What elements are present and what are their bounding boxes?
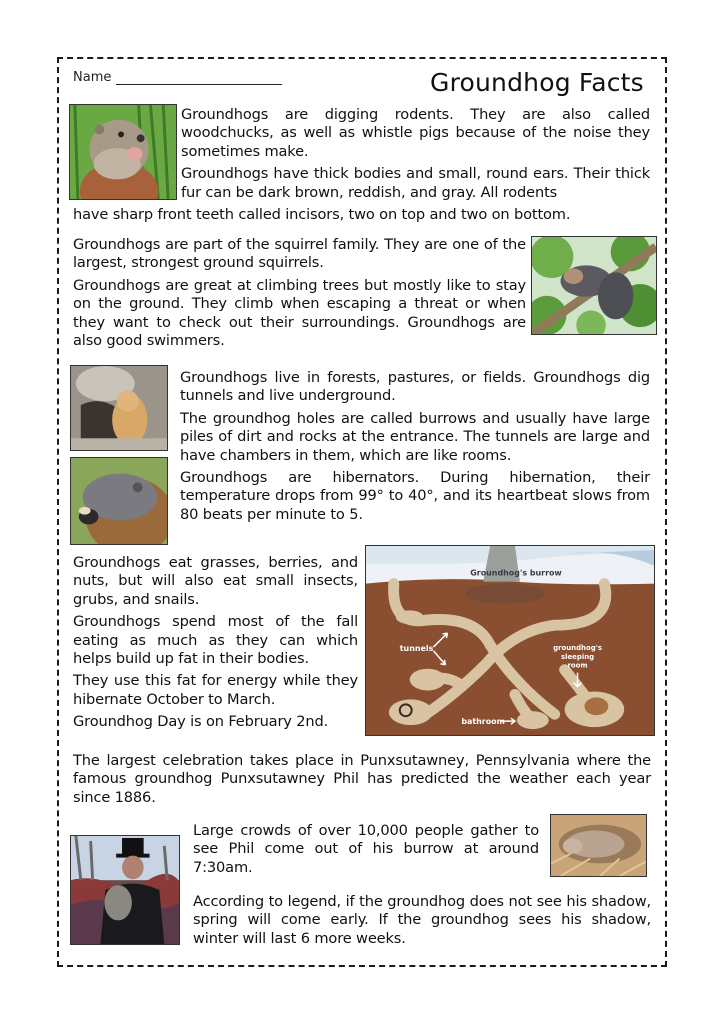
paragraph: They use this fat for energy while they hibernate October to March. (73, 672, 358, 708)
crowds-text-block (193, 822, 539, 881)
paragraph: The largest celebration takes place in Punxsutawney, Pennsylvania where the famous groundhog Punxsutawney Phil has predicted the weather each year since 1886. (73, 752, 651, 806)
name-label: Name (73, 70, 112, 85)
name-write-line[interactable] (116, 84, 282, 85)
paragraph: Groundhogs are digging rodents. They are also called woodchucks, as well as whistle pigs because of the noise they sometimes make. (181, 106, 650, 160)
diagram-label-tunnels: tunnels (399, 643, 434, 653)
paragraph: Large crowds of over 10,000 people gather to see Phil come out of his burrow at around 7:30am. (193, 822, 539, 876)
diet-text-block (73, 554, 358, 736)
intro-text-block (181, 106, 650, 202)
paragraph: have sharp front teeth called incisors, two on top and two on bottom. (73, 206, 571, 223)
paragraph: According to legend, if the groundhog does not see his shadow, spring will come early. If the groundhog sees his shadow, winter will last 6 more weeks. (193, 893, 651, 947)
paragraph: Groundhogs are part of the squirrel family. They are one of the largest, strongest ground squirrels. (73, 236, 526, 272)
diagram-label-burrow: Groundhog's burrow (470, 568, 562, 578)
paragraph: Groundhogs have thick bodies and small, round ears. Their thick fur can be dark brown, reddish, and gray. All rodents (181, 165, 650, 201)
paragraph: Groundhogs are hibernators. During hibernation, their temperature drops from 99° to 40°, and its heartbeat slows from 80 beats per minute to 5. (180, 469, 650, 523)
paragraph: Groundhogs spend most of the fall eating as much as they can which helps build up fat in their bodies. (73, 613, 358, 668)
groundhog-in-tree-photo (531, 236, 657, 335)
burrow-diagram (365, 545, 655, 736)
legend-text-block (193, 893, 651, 952)
diagram-label-sleeping-3: room (567, 661, 588, 670)
groundhog-in-hay-photo (550, 814, 647, 877)
habitat-text-block (180, 369, 650, 528)
diagram-label-sleeping-1: groundhog's (553, 643, 602, 652)
family-text-block (73, 236, 526, 354)
celebration-text-block (73, 752, 651, 811)
page-title: Groundhog Facts (430, 68, 644, 97)
groundhog-eating-photo (70, 457, 168, 545)
diagram-label-sleeping-2: sleeping (560, 652, 595, 661)
paragraph: Groundhog Day is on February 2nd. (73, 713, 329, 731)
paragraph: The groundhog holes are called burrows and usually have large piles of dirt and rocks at the entrance. The tunnels are large and have chambers in them, which are like rooms. (180, 409, 650, 464)
paragraph: Groundhogs eat grasses, berries, and nuts, but will also eat small insects, grubs, and snails. (73, 554, 358, 608)
groundhog-in-grass-photo (69, 104, 177, 200)
paragraph: Groundhogs are great at climbing trees but mostly like to stay on the ground. They climb when escaping a threat or when they want to check out their surroundings. Groundhogs are also good swimmers. (73, 276, 526, 350)
intro-text-continued (73, 206, 653, 228)
groundhog-at-burrow-photo (70, 365, 168, 451)
diagram-label-bathroom: bathroom (461, 717, 505, 727)
paragraph: Groundhogs live in forests, pastures, or fields. Groundhogs dig tunnels and live underground. (180, 369, 650, 405)
punxsutawney-phil-crowd-photo (70, 835, 180, 945)
